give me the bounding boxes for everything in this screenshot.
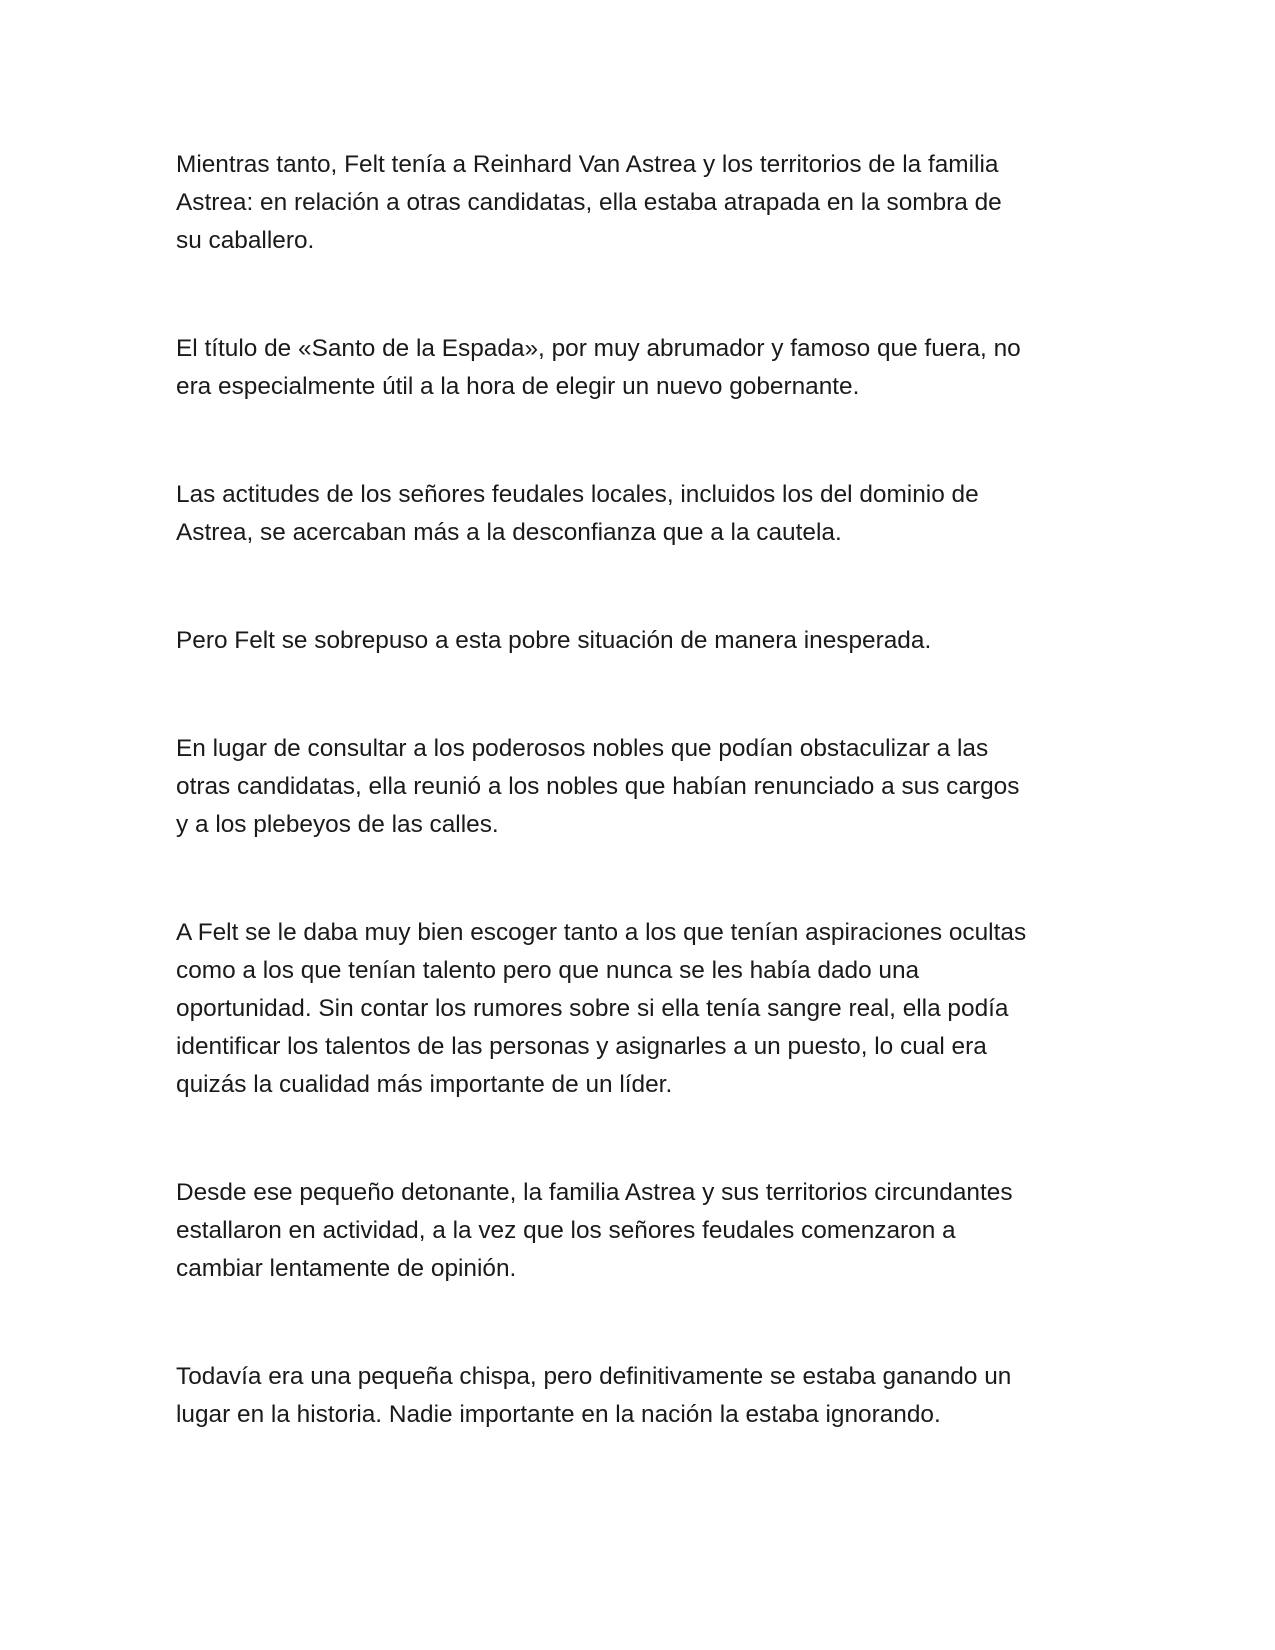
paragraph-7 <box>176 1174 1106 1288</box>
paragraph-7-line-3: cambiar lentamente de opinión. <box>176 1255 517 1282</box>
paragraph-1-line-2: Astrea: en relación a otras candidatas, ella estaba atrapada en la sombra de <box>176 189 1002 216</box>
paragraph-3 <box>176 476 1106 552</box>
paragraph-6-line-1: A Felt se le daba muy bien escoger tanto a los que tenían aspiraciones ocultas <box>176 919 1027 946</box>
paragraph-5 <box>176 730 1106 844</box>
paragraph-8 <box>176 1358 1106 1434</box>
paragraph-8-line-2: lugar en la historia. Nadie importante en la nación la estaba ignorando. <box>176 1401 941 1428</box>
paragraph-5-line-2: otras candidatas, ella reunió a los nobles que habían renunciado a sus cargos <box>176 773 1020 800</box>
paragraph-5-line-3: y a los plebeyos de las calles. <box>176 811 499 838</box>
paragraph-2 <box>176 330 1106 406</box>
paragraph-1-line-3: su caballero. <box>176 227 315 254</box>
paragraph-2-line-1: El título de «Santo de la Espada», por muy abrumador y famoso que fuera, no <box>176 335 1021 362</box>
paragraph-5-line-1: En lugar de consultar a los poderosos nobles que podían obstaculizar a las <box>176 735 989 762</box>
paragraph-7-line-2: estallaron en actividad, a la vez que los señores feudales comenzaron a <box>176 1217 956 1244</box>
paragraph-6-line-4: identificar los talentos de las personas y asignarles a un puesto, lo cual era <box>176 1033 987 1060</box>
paragraph-6 <box>176 914 1106 1104</box>
document-body <box>176 146 1106 1434</box>
paragraph-1-line-1: Mientras tanto, Felt tenía a Reinhard Van Astrea y los territorios de la familia <box>176 151 999 178</box>
paragraph-4-line-1: Pero Felt se sobrepuso a esta pobre situación de manera inesperada. <box>176 627 932 654</box>
paragraph-8-line-1: Todavía era una pequeña chispa, pero definitivamente se estaba ganando un <box>176 1363 1012 1390</box>
paragraph-6-line-2: como a los que tenían talento pero que nunca se les había dado una <box>176 957 920 984</box>
paragraph-7-line-1: Desde ese pequeño detonante, la familia Astrea y sus territorios circundantes <box>176 1179 1013 1206</box>
paragraph-6-line-5: quizás la cualidad más importante de un líder. <box>176 1071 673 1098</box>
paragraph-6-line-3: oportunidad. Sin contar los rumores sobre si ella tenía sangre real, ella podía <box>176 995 1009 1022</box>
paragraph-3-line-2: Astrea, se acercaban más a la desconfianza que a la cautela. <box>176 519 842 546</box>
paragraph-4 <box>176 622 1106 660</box>
paragraph-3-line-1: Las actitudes de los señores feudales locales, incluidos los del dominio de <box>176 481 979 508</box>
paragraph-2-line-2: era especialmente útil a la hora de elegir un nuevo gobernante. <box>176 373 860 400</box>
paragraph-1 <box>176 146 1106 260</box>
